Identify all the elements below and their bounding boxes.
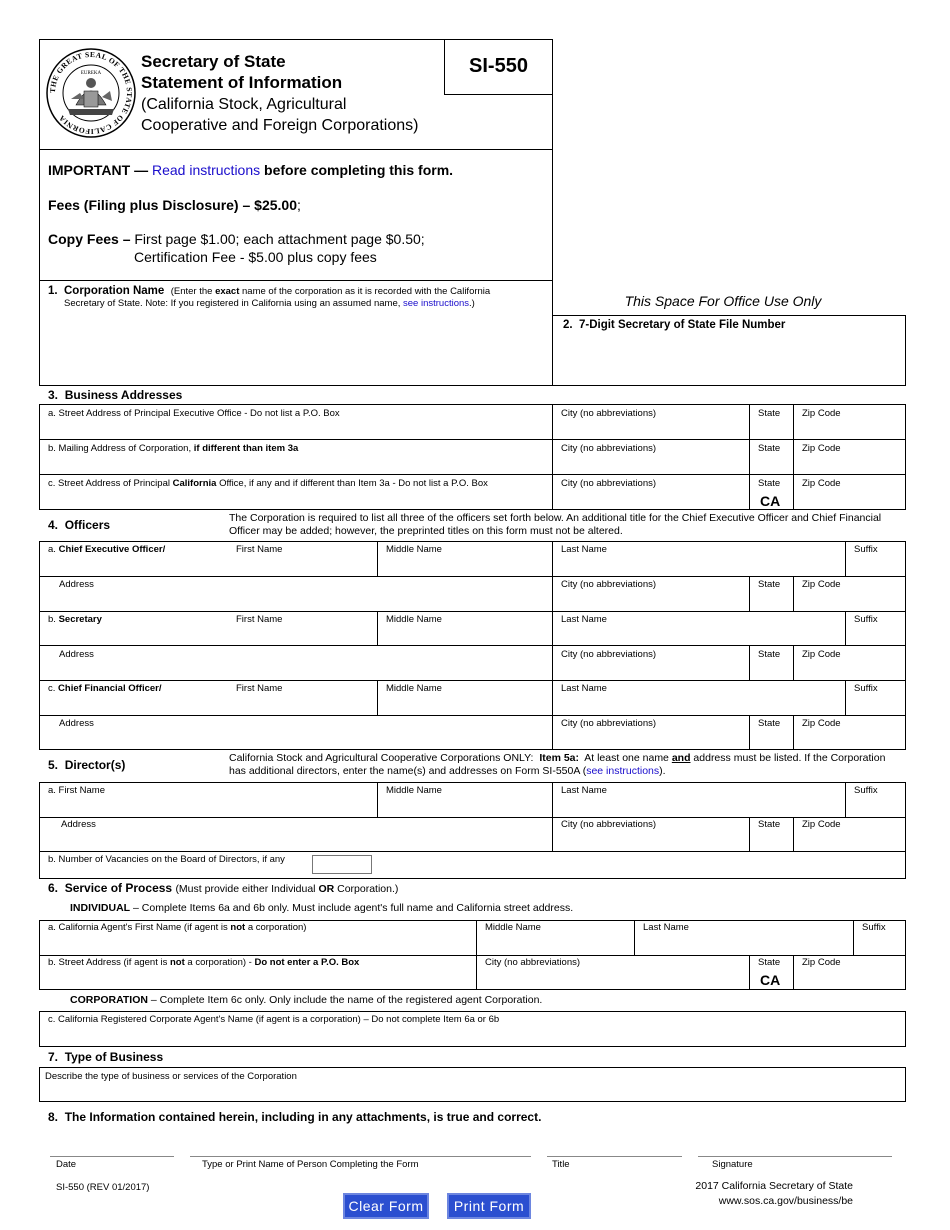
item6b-zip-field[interactable]: Zip Code (802, 957, 841, 968)
item3c-state-label: State (758, 478, 781, 489)
copy-fees-line: Copy Fees – First page $1.00; each attachment page $0.50; (48, 231, 425, 247)
item6a-agent-first-name-field[interactable]: a. California Agent's First Name (if agent is not a corporation) (48, 922, 307, 933)
item4c-zip-field[interactable]: Zip Code (802, 718, 841, 729)
item5a-middle-name-field[interactable]: Middle Name (386, 785, 442, 796)
item5a-zip-field[interactable]: Zip Code (802, 819, 841, 830)
item5a-first-name-field[interactable]: a. First Name (48, 785, 106, 796)
item5-title: 5. Director(s) (48, 758, 126, 772)
item5-note: California Stock and Agricultural Cooperative Corporations ONLY: Item 5a: At least one name and address must be listed. If the Corporation has additional directors, enter the name(s) and addresses on Form SI-550A (see instructions). (229, 752, 886, 777)
item4b-suffix-field[interactable]: Suffix (854, 614, 878, 625)
date-line[interactable] (50, 1156, 174, 1157)
item4a-address-field[interactable]: Address (59, 579, 94, 590)
title-line[interactable] (547, 1156, 682, 1157)
item4c-city-field[interactable]: City (no abbreviations) (561, 718, 657, 729)
item4a-state-field[interactable]: State (758, 579, 781, 590)
item3a-city-field[interactable]: City (no abbreviations) (561, 408, 657, 419)
item5a-address-field[interactable]: Address (61, 819, 96, 830)
item3a-state-field[interactable]: State (758, 408, 781, 419)
form-id: SI-550 (469, 55, 528, 77)
item4b-secretary-title: b. Secretary (48, 614, 102, 625)
date-label: Date (56, 1159, 77, 1170)
important-notice: IMPORTANT — Read instructions before completing this form. (48, 162, 454, 178)
item6-individual-note: INDIVIDUAL – Complete Items 6a and 6b only. Must include agent's full name and California street address. (70, 902, 574, 914)
item1-title: 1. Corporation Name (Enter the exact name of the corporation as it is recorded with the California (48, 285, 491, 297)
signature-line[interactable] (698, 1156, 892, 1157)
item4b-last-name-field[interactable]: Last Name (561, 614, 607, 625)
item4a-middle-name-field[interactable]: Middle Name (386, 544, 442, 555)
agency-title: Secretary of State (141, 52, 286, 71)
item3b-mailing-field[interactable]: b. Mailing Address of Corporation, if different than item 3a (48, 443, 299, 454)
item6-title: 6. Service of Process (Must provide either Individual OR Corporation.) (48, 881, 399, 895)
item4b-first-name-field[interactable]: First Name (236, 614, 283, 625)
item4c-suffix-field[interactable]: Suffix (854, 683, 878, 694)
item3-title: 3. Business Addresses (48, 388, 183, 402)
clear-form-button[interactable]: Clear Form (343, 1193, 429, 1219)
item3a-zip-field[interactable]: Zip Code (802, 408, 841, 419)
item4b-city-field[interactable]: City (no abbreviations) (561, 649, 657, 660)
form-subtitle-1: (California Stock, Agricultural (141, 96, 347, 113)
item4a-first-name-field[interactable]: First Name (236, 544, 283, 555)
item3b-zip-field[interactable]: Zip Code (802, 443, 841, 454)
item5a-city-field[interactable]: City (no abbreviations) (561, 819, 657, 830)
item4c-last-name-field[interactable]: Last Name (561, 683, 607, 694)
item5b-vacancies-input[interactable] (312, 855, 372, 874)
item4b-zip-field[interactable]: Zip Code (802, 649, 841, 660)
item4a-ceo-title: a. Chief Executive Officer/ (48, 544, 166, 555)
item3c-california-office-field[interactable]: c. Street Address of Principal California Office, if any and if different than Item 3a - Do not list a P.O. Box (48, 478, 488, 489)
item6a-last-name-field[interactable]: Last Name (643, 922, 689, 933)
item3b-city-field[interactable]: City (no abbreviations) (561, 443, 657, 454)
item4b-middle-name-field[interactable]: Middle Name (386, 614, 442, 625)
certification-fee-line: Certification Fee - $5.00 plus copy fees (134, 249, 377, 265)
read-instructions-link[interactable]: Read instructions (151, 162, 261, 178)
item6b-state-value: CA (760, 972, 781, 988)
item1-note: Secretary of State. Note: If you registered in California using an assumed name, see instructions.) (64, 298, 475, 309)
item3b-state-field[interactable]: State (758, 443, 781, 454)
seal-motto: EUREKA (80, 71, 102, 76)
form-title: Statement of Information (141, 73, 343, 92)
item6a-suffix-field[interactable]: Suffix (862, 922, 886, 933)
item4-title: 4. Officers (48, 518, 111, 532)
item3c-state-value: CA (760, 493, 781, 509)
item6a-middle-name-field[interactable]: Middle Name (485, 922, 541, 933)
print-form-button[interactable]: Print Form (447, 1193, 531, 1219)
california-seal-icon (46, 47, 136, 139)
item3a-street-field[interactable]: a. Street Address of Principal Executive Office - Do not list a P.O. Box (48, 408, 340, 419)
item3c-city-field[interactable]: City (no abbreviations) (561, 478, 657, 489)
form-revision: SI-550 (REV 01/2017) (56, 1182, 150, 1193)
item4c-address-field[interactable]: Address (59, 718, 94, 729)
item4b-address-field[interactable]: Address (59, 649, 94, 660)
title-label: Title (552, 1159, 570, 1170)
fees-line: Fees (Filing plus Disclosure) – $25.00; (48, 197, 301, 213)
item4c-state-field[interactable]: State (758, 718, 781, 729)
item7-title: 7. Type of Business (48, 1050, 164, 1064)
office-use-label: This Space For Office Use Only (624, 293, 822, 309)
item5a-state-field[interactable]: State (758, 819, 781, 830)
name-label: Type or Print Name of Person Completing the Form (202, 1159, 419, 1170)
item4c-cfo-title: c. Chief Financial Officer/ (48, 683, 162, 694)
name-line[interactable] (190, 1156, 531, 1157)
item4c-first-name-field[interactable]: First Name (236, 683, 283, 694)
form-subtitle-2: Cooperative and Foreign Corporations) (141, 117, 419, 134)
item2-title: 2. 7-Digit Secretary of State File Number (563, 319, 786, 331)
item5b-vacancies-label: b. Number of Vacancies on the Board of Directors, if any (48, 854, 285, 865)
item5a-last-name-field[interactable]: Last Name (561, 785, 607, 796)
item8-title: 8. The Information contained herein, including in any attachments, is true and correct. (48, 1110, 542, 1124)
item6-corporation-note: CORPORATION – Complete Item 6c only. Only include the name of the registered agent Corporation. (70, 994, 543, 1006)
item6c-label: c. California Registered Corporate Agent's Name (if agent is a corporation) – Do not complete Item 6a or 6b (48, 1014, 500, 1025)
item4a-city-field[interactable]: City (no abbreviations) (561, 579, 657, 590)
item4a-suffix-field[interactable]: Suffix (854, 544, 878, 555)
item4b-state-field[interactable]: State (758, 649, 781, 660)
item6b-city-field[interactable]: City (no abbreviations) (485, 957, 581, 968)
item4a-zip-field[interactable]: Zip Code (802, 579, 841, 590)
item6b-state-label: State (758, 957, 781, 968)
signature-label: Signature (712, 1159, 753, 1170)
copyright: 2017 California Secretary of State (695, 1180, 853, 1192)
item5a-suffix-field[interactable]: Suffix (854, 785, 878, 796)
item1-instructions-link[interactable]: see instructions (403, 298, 470, 309)
item4-note: The Corporation is required to list all three of the officers set forth below. An additional title for the Chief Executive Officer and Chief Financial Officer may be added; however, the preprinted titles on this form must not be altered. (229, 512, 882, 537)
website-url: www.sos.ca.gov/business/be (718, 1195, 853, 1207)
item5-instructions-link[interactable]: see instructions (586, 765, 660, 777)
item4a-last-name-field[interactable]: Last Name (561, 544, 607, 555)
intro-left-border (39, 149, 40, 281)
seal-text: THE GREAT SEAL OF THE STATE OF CALIFORNIA (47, 49, 135, 137)
item4c-middle-name-field[interactable]: Middle Name (386, 683, 442, 694)
item3c-zip-field[interactable]: Zip Code (802, 478, 841, 489)
item6b-street-address-field[interactable]: b. Street Address (if agent is not a corporation) - Do not enter a P.O. Box (48, 957, 360, 968)
item7-label: Describe the type of business or services of the Corporation (45, 1071, 297, 1082)
